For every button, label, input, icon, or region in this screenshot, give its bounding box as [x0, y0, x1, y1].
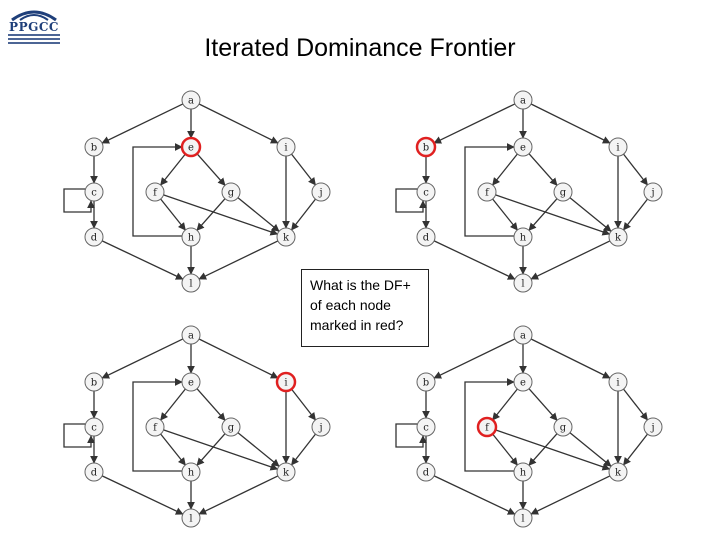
edge-a-i: [199, 104, 278, 143]
node-label-i: i: [616, 142, 620, 154]
node-label-e: e: [188, 377, 194, 389]
node-label-k: k: [614, 232, 622, 244]
edge-i-j: [292, 154, 316, 185]
edge-g-k: [238, 433, 279, 467]
node-label-f: f: [153, 422, 157, 434]
node-label-e: e: [520, 377, 526, 389]
edge-k-l: [199, 241, 278, 279]
node-label-k: k: [614, 467, 622, 479]
edge-f-h: [161, 434, 186, 465]
node-label-k: k: [282, 232, 290, 244]
node-label-f: f: [153, 187, 157, 199]
page-title: Iterated Dominance Frontier: [204, 34, 516, 62]
node-label-b: b: [90, 377, 98, 389]
edge-e-g: [529, 154, 557, 186]
node-label-a: a: [188, 95, 194, 107]
node-label-g: g: [227, 187, 235, 199]
edge-f-h: [161, 199, 186, 230]
node-label-f: f: [485, 422, 489, 434]
node-label-j: j: [319, 422, 323, 434]
node-label-h: h: [519, 467, 527, 479]
node-label-d: d: [90, 467, 98, 479]
cfg-panel-bottom-left: [64, 326, 330, 527]
edge-a-b: [102, 104, 183, 143]
node-label-c: c: [91, 187, 97, 199]
edge-j-k: [292, 199, 316, 230]
node-label-d: d: [422, 467, 430, 479]
edge-d-l: [102, 241, 183, 279]
question-box: [301, 269, 429, 347]
edge-a-b: [102, 339, 183, 378]
node-label-h: h: [187, 467, 195, 479]
node-label-j: j: [651, 422, 655, 434]
edge-a-i: [199, 339, 278, 378]
node-label-d: d: [422, 232, 430, 244]
question-line-2: of each node: [310, 297, 391, 313]
edge-e-g: [529, 389, 557, 421]
edge-g-k: [570, 198, 611, 232]
edge-f-k: [164, 430, 278, 469]
node-label-b: b: [422, 142, 430, 154]
node-label-i: i: [284, 377, 288, 389]
node-label-h: h: [519, 232, 527, 244]
node-label-g: g: [227, 422, 235, 434]
edge-i-j: [624, 154, 648, 185]
edge-f-h: [493, 434, 518, 465]
node-label-a: a: [520, 95, 526, 107]
edge-a-b: [434, 339, 515, 378]
edge-e-f: [161, 154, 186, 185]
node-label-g: g: [559, 422, 567, 434]
node-label-i: i: [284, 142, 288, 154]
edge-f-h: [493, 199, 518, 230]
edge-i-j: [292, 389, 316, 420]
node-label-f: f: [485, 187, 489, 199]
node-label-a: a: [188, 330, 194, 342]
question-line-1: What is the DF+: [310, 277, 411, 293]
edge-g-k: [238, 198, 279, 232]
edge-f-k: [496, 430, 610, 469]
edge-d-l: [434, 241, 515, 279]
node-label-l: l: [189, 513, 193, 525]
node-label-h: h: [187, 232, 195, 244]
node-label-c: c: [91, 422, 97, 434]
edge-j-k: [292, 434, 316, 465]
edge-i-j: [624, 389, 648, 420]
node-label-l: l: [189, 278, 193, 290]
edge-e-f: [493, 154, 518, 185]
edge-k-l: [531, 241, 610, 279]
node-label-i: i: [616, 377, 620, 389]
node-label-b: b: [90, 142, 98, 154]
edge-a-i: [531, 339, 610, 378]
edge-d-l: [434, 476, 515, 514]
node-label-e: e: [188, 142, 194, 154]
node-label-j: j: [319, 187, 323, 199]
node-label-b: b: [422, 377, 430, 389]
logo-text: PPGCC: [9, 20, 59, 34]
edge-j-k: [624, 199, 648, 230]
edge-e-g: [197, 154, 225, 186]
node-label-l: l: [521, 278, 525, 290]
edge-f-k: [496, 195, 610, 234]
edge-k-l: [531, 476, 610, 514]
edge-j-k: [624, 434, 648, 465]
node-label-d: d: [90, 232, 98, 244]
node-label-a: a: [520, 330, 526, 342]
edge-f-k: [164, 195, 278, 234]
edge-d-l: [102, 476, 183, 514]
cfg-panel-top-left: [64, 91, 330, 292]
edge-e-f: [493, 389, 518, 420]
node-label-g: g: [559, 187, 567, 199]
question-line-3: marked in red?: [310, 317, 404, 333]
edge-k-l: [199, 476, 278, 514]
edge-g-k: [570, 433, 611, 467]
edge-e-g: [197, 389, 225, 421]
node-label-j: j: [651, 187, 655, 199]
edge-a-b: [434, 104, 515, 143]
cfg-panel-bottom-right: [396, 326, 662, 527]
node-label-c: c: [423, 422, 429, 434]
cfg-panel-top-right: [396, 91, 662, 292]
edge-a-i: [531, 104, 610, 143]
node-label-l: l: [521, 513, 525, 525]
node-label-e: e: [520, 142, 526, 154]
node-label-c: c: [423, 187, 429, 199]
edge-e-f: [161, 389, 186, 420]
node-label-k: k: [282, 467, 290, 479]
